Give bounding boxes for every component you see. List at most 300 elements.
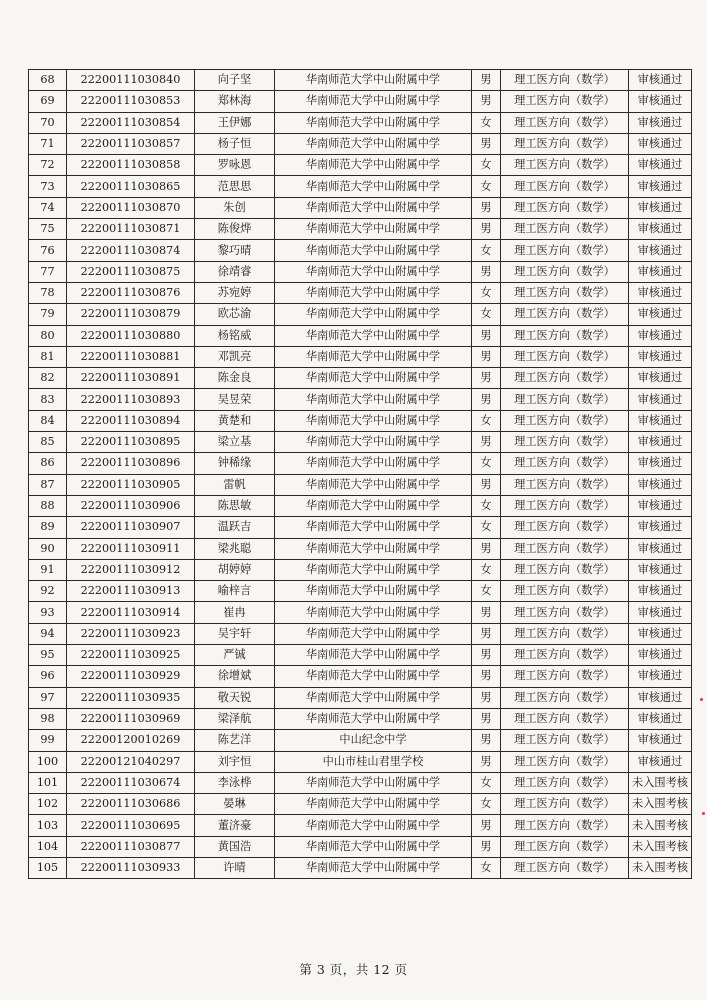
table-row [29,857,692,878]
student-name-cell: 崔冉 [195,602,275,623]
registration-id-cell: 22200111030933 [67,857,195,878]
gender-cell: 男 [472,261,501,282]
review-status-cell: 审核通过 [629,261,692,282]
direction-cell: 理工医方向（数学） [501,815,629,836]
registration-id-cell: 22200111030880 [67,325,195,346]
gender-cell: 男 [472,538,501,559]
gender-cell: 男 [472,730,501,751]
gender-cell: 女 [472,240,501,261]
registration-id-cell: 22200120010269 [67,730,195,751]
direction-cell: 理工医方向（数学） [501,432,629,453]
row-number-cell: 101 [29,772,67,793]
student-name-cell: 吴宇轩 [195,623,275,644]
direction-cell: 理工医方向（数学） [501,410,629,431]
school-cell: 华南师范大学中山附属中学 [275,112,472,133]
school-cell: 华南师范大学中山附属中学 [275,346,472,367]
student-name-cell: 苏宛婷 [195,282,275,303]
table-row [29,112,692,133]
registration-id-cell: 22200111030871 [67,219,195,240]
school-cell: 华南师范大学中山附属中学 [275,538,472,559]
student-name-cell: 徐增斌 [195,666,275,687]
gender-cell: 男 [472,325,501,346]
direction-cell: 理工医方向（数学） [501,751,629,772]
student-name-cell: 梁兆聪 [195,538,275,559]
row-number-cell: 99 [29,730,67,751]
gender-cell: 男 [472,197,501,218]
table-row [29,325,692,346]
direction-cell: 理工医方向（数学） [501,581,629,602]
gender-cell: 男 [472,708,501,729]
gender-cell: 男 [472,751,501,772]
row-number-cell: 85 [29,432,67,453]
review-status-cell: 审核通过 [629,197,692,218]
table-row [29,836,692,857]
registration-id-cell: 22200111030912 [67,559,195,580]
registration-id-cell: 22200111030893 [67,389,195,410]
direction-cell: 理工医方向（数学） [501,517,629,538]
student-name-cell: 陈艺洋 [195,730,275,751]
school-cell: 华南师范大学中山附属中学 [275,857,472,878]
student-name-cell: 邓凯亮 [195,346,275,367]
table-row [29,730,692,751]
review-status-cell: 审核通过 [629,176,692,197]
table-row [29,623,692,644]
review-status-cell: 未入围考核 [629,857,692,878]
school-cell: 华南师范大学中山附属中学 [275,474,472,495]
gender-cell: 女 [472,410,501,431]
gender-cell: 男 [472,389,501,410]
registration-id-cell: 22200111030865 [67,176,195,197]
registration-id-cell: 22200111030879 [67,304,195,325]
table-row [29,495,692,516]
gender-cell: 男 [472,432,501,453]
review-status-cell: 审核通过 [629,559,692,580]
direction-cell: 理工医方向（数学） [501,474,629,495]
row-number-cell: 95 [29,645,67,666]
review-status-cell: 未入围考核 [629,815,692,836]
gender-cell: 女 [472,794,501,815]
row-number-cell: 88 [29,495,67,516]
school-cell: 华南师范大学中山附属中学 [275,708,472,729]
school-cell: 中山市桂山君里学校 [275,751,472,772]
table-row [29,346,692,367]
table-row [29,815,692,836]
table-row [29,581,692,602]
table-row [29,794,692,815]
table-row [29,282,692,303]
row-number-cell: 78 [29,282,67,303]
row-number-cell: 73 [29,176,67,197]
table-row [29,602,692,623]
direction-cell: 理工医方向（数学） [501,176,629,197]
direction-cell: 理工医方向（数学） [501,687,629,708]
row-number-cell: 90 [29,538,67,559]
school-cell: 华南师范大学中山附属中学 [275,687,472,708]
student-name-cell: 梁泽航 [195,708,275,729]
review-status-cell: 审核通过 [629,70,692,91]
table-row [29,176,692,197]
table-row [29,432,692,453]
direction-cell: 理工医方向（数学） [501,730,629,751]
registration-id-cell: 22200111030881 [67,346,195,367]
registration-id-cell: 22200111030870 [67,197,195,218]
direction-cell: 理工医方向（数学） [501,197,629,218]
review-status-cell: 审核通过 [629,91,692,112]
review-status-cell: 审核通过 [629,410,692,431]
student-name-cell: 温跃吉 [195,517,275,538]
gender-cell: 女 [472,304,501,325]
direction-cell: 理工医方向（数学） [501,623,629,644]
registration-id-cell: 22200111030929 [67,666,195,687]
row-number-cell: 89 [29,517,67,538]
school-cell: 华南师范大学中山附属中学 [275,602,472,623]
student-name-cell: 向子坚 [195,70,275,91]
school-cell: 华南师范大学中山附属中学 [275,91,472,112]
gender-cell: 男 [472,623,501,644]
review-status-cell: 审核通过 [629,219,692,240]
table-row [29,368,692,389]
direction-cell: 理工医方向（数学） [501,772,629,793]
review-status-cell: 审核通过 [629,389,692,410]
registration-id-cell: 22200111030895 [67,432,195,453]
review-status-cell: 审核通过 [629,474,692,495]
gender-cell: 男 [472,219,501,240]
table-row [29,474,692,495]
row-number-cell: 80 [29,325,67,346]
review-status-cell: 审核通过 [629,730,692,751]
row-number-cell: 69 [29,91,67,112]
direction-cell: 理工医方向（数学） [501,325,629,346]
student-name-cell: 喻梓言 [195,581,275,602]
table-row [29,708,692,729]
row-number-cell: 81 [29,346,67,367]
school-cell: 华南师范大学中山附属中学 [275,389,472,410]
gender-cell: 男 [472,133,501,154]
row-number-cell: 91 [29,559,67,580]
review-status-cell: 审核通过 [629,538,692,559]
table-row [29,517,692,538]
row-number-cell: 74 [29,197,67,218]
gender-cell: 女 [472,282,501,303]
table-row [29,538,692,559]
row-number-cell: 86 [29,453,67,474]
registration-id-cell: 22200111030891 [67,368,195,389]
row-number-cell: 97 [29,687,67,708]
review-status-cell: 审核通过 [629,432,692,453]
review-status-cell: 审核通过 [629,240,692,261]
row-number-cell: 105 [29,857,67,878]
gender-cell: 男 [472,815,501,836]
school-cell: 华南师范大学中山附属中学 [275,666,472,687]
direction-cell: 理工医方向（数学） [501,155,629,176]
registration-id-cell: 22200111030911 [67,538,195,559]
gender-cell: 男 [472,602,501,623]
registration-id-cell: 22200111030925 [67,645,195,666]
registration-id-cell: 22200111030969 [67,708,195,729]
review-status-cell: 审核通过 [629,623,692,644]
student-name-cell: 严铖 [195,645,275,666]
school-cell: 华南师范大学中山附属中学 [275,197,472,218]
gender-cell: 男 [472,70,501,91]
gender-cell: 男 [472,836,501,857]
registration-id-cell: 22200111030906 [67,495,195,516]
student-name-cell: 黎巧晴 [195,240,275,261]
gender-cell: 男 [472,346,501,367]
student-name-cell: 罗咏恩 [195,155,275,176]
school-cell: 华南师范大学中山附属中学 [275,368,472,389]
student-name-cell: 刘宇恒 [195,751,275,772]
review-status-cell: 审核通过 [629,112,692,133]
student-name-cell: 董济豪 [195,815,275,836]
review-status-cell: 审核通过 [629,708,692,729]
direction-cell: 理工医方向（数学） [501,219,629,240]
registration-id-cell: 22200111030923 [67,623,195,644]
review-status-cell: 审核通过 [629,368,692,389]
student-name-cell: 敬天锐 [195,687,275,708]
student-name-cell: 杨铭威 [195,325,275,346]
registration-id-cell: 22200111030877 [67,836,195,857]
review-status-cell: 审核通过 [629,453,692,474]
registration-id-cell: 22200111030896 [67,453,195,474]
school-cell: 华南师范大学中山附属中学 [275,645,472,666]
student-name-cell: 钟稀缘 [195,453,275,474]
gender-cell: 男 [472,368,501,389]
registration-id-cell: 22200111030894 [67,410,195,431]
direction-cell: 理工医方向（数学） [501,133,629,154]
row-number-cell: 82 [29,368,67,389]
review-status-cell: 审核通过 [629,666,692,687]
student-name-cell: 李泳桦 [195,772,275,793]
table-row [29,304,692,325]
review-status-cell: 审核通过 [629,495,692,516]
row-number-cell: 98 [29,708,67,729]
row-number-cell: 79 [29,304,67,325]
table-row [29,155,692,176]
review-status-cell: 审核通过 [629,282,692,303]
school-cell: 华南师范大学中山附属中学 [275,517,472,538]
direction-cell: 理工医方向（数学） [501,261,629,282]
school-cell: 华南师范大学中山附属中学 [275,432,472,453]
review-status-cell: 审核通过 [629,645,692,666]
review-status-cell: 审核通过 [629,325,692,346]
registration-id-cell: 22200111030686 [67,794,195,815]
gender-cell: 女 [472,453,501,474]
table-row [29,219,692,240]
school-cell: 华南师范大学中山附属中学 [275,581,472,602]
row-number-cell: 83 [29,389,67,410]
review-status-cell: 审核通过 [629,304,692,325]
gender-cell: 男 [472,645,501,666]
school-cell: 华南师范大学中山附属中学 [275,240,472,261]
scan-speck [700,698,703,701]
school-cell: 华南师范大学中山附属中学 [275,304,472,325]
table-row [29,197,692,218]
student-name-cell: 黄楚和 [195,410,275,431]
registration-id-cell: 22200111030674 [67,772,195,793]
student-name-cell: 陈金良 [195,368,275,389]
student-name-cell: 黄国浩 [195,836,275,857]
registration-id-cell: 22200111030854 [67,112,195,133]
row-number-cell: 103 [29,815,67,836]
direction-cell: 理工医方向（数学） [501,389,629,410]
registration-id-cell: 22200111030875 [67,261,195,282]
direction-cell: 理工医方向（数学） [501,70,629,91]
review-status-cell: 审核通过 [629,581,692,602]
school-cell: 华南师范大学中山附属中学 [275,282,472,303]
row-number-cell: 94 [29,623,67,644]
gender-cell: 男 [472,687,501,708]
student-name-cell: 杨子恒 [195,133,275,154]
roster-table-body [29,70,692,879]
school-cell: 华南师范大学中山附属中学 [275,261,472,282]
review-status-cell: 审核通过 [629,602,692,623]
row-number-cell: 68 [29,70,67,91]
school-cell: 华南师范大学中山附属中学 [275,219,472,240]
direction-cell: 理工医方向（数学） [501,836,629,857]
roster-table [28,69,692,879]
registration-id-cell: 22200111030907 [67,517,195,538]
review-status-cell: 未入围考核 [629,772,692,793]
table-row [29,645,692,666]
direction-cell: 理工医方向（数学） [501,304,629,325]
gender-cell: 女 [472,495,501,516]
registration-id-cell: 22200111030874 [67,240,195,261]
gender-cell: 男 [472,91,501,112]
student-name-cell: 晏琳 [195,794,275,815]
row-number-cell: 104 [29,836,67,857]
gender-cell: 女 [472,517,501,538]
direction-cell: 理工医方向（数学） [501,495,629,516]
gender-cell: 男 [472,474,501,495]
review-status-cell: 审核通过 [629,346,692,367]
table-row [29,453,692,474]
registration-id-cell: 22200111030857 [67,133,195,154]
direction-cell: 理工医方向（数学） [501,794,629,815]
registration-id-cell: 22200111030840 [67,70,195,91]
school-cell: 华南师范大学中山附属中学 [275,836,472,857]
table-row [29,666,692,687]
school-cell: 中山纪念中学 [275,730,472,751]
table-row [29,133,692,154]
row-number-cell: 96 [29,666,67,687]
table-row [29,389,692,410]
registration-id-cell: 22200111030914 [67,602,195,623]
row-number-cell: 84 [29,410,67,431]
student-name-cell: 许晴 [195,857,275,878]
direction-cell: 理工医方向（数学） [501,666,629,687]
direction-cell: 理工医方向（数学） [501,645,629,666]
review-status-cell: 未入围考核 [629,794,692,815]
direction-cell: 理工医方向（数学） [501,346,629,367]
registration-id-cell: 22200111030913 [67,581,195,602]
school-cell: 华南师范大学中山附属中学 [275,453,472,474]
direction-cell: 理工医方向（数学） [501,602,629,623]
student-name-cell: 陈思敏 [195,495,275,516]
row-number-cell: 87 [29,474,67,495]
table-row [29,410,692,431]
student-name-cell: 吴昱荣 [195,389,275,410]
review-status-cell: 审核通过 [629,517,692,538]
student-name-cell: 陈俊烨 [195,219,275,240]
review-status-cell: 审核通过 [629,155,692,176]
review-status-cell: 审核通过 [629,687,692,708]
table-row [29,751,692,772]
table-row [29,70,692,91]
gender-cell: 女 [472,559,501,580]
registration-id-cell: 22200111030876 [67,282,195,303]
gender-cell: 女 [472,857,501,878]
school-cell: 华南师范大学中山附属中学 [275,410,472,431]
direction-cell: 理工医方向（数学） [501,282,629,303]
gender-cell: 女 [472,581,501,602]
direction-cell: 理工医方向（数学） [501,91,629,112]
registration-id-cell: 22200111030853 [67,91,195,112]
row-number-cell: 75 [29,219,67,240]
table-row [29,240,692,261]
gender-cell: 女 [472,176,501,197]
row-number-cell: 77 [29,261,67,282]
school-cell: 华南师范大学中山附属中学 [275,70,472,91]
direction-cell: 理工医方向（数学） [501,559,629,580]
gender-cell: 女 [472,155,501,176]
student-name-cell: 欧芯渝 [195,304,275,325]
student-name-cell: 朱创 [195,197,275,218]
school-cell: 华南师范大学中山附属中学 [275,325,472,346]
registration-id-cell: 22200111030858 [67,155,195,176]
registration-id-cell: 22200111030905 [67,474,195,495]
student-name-cell: 梁立基 [195,432,275,453]
direction-cell: 理工医方向（数学） [501,368,629,389]
direction-cell: 理工医方向（数学） [501,857,629,878]
direction-cell: 理工医方向（数学） [501,708,629,729]
student-name-cell: 范思思 [195,176,275,197]
direction-cell: 理工医方向（数学） [501,453,629,474]
table-row [29,772,692,793]
student-name-cell: 王伊娜 [195,112,275,133]
gender-cell: 男 [472,666,501,687]
student-name-cell: 雷帆 [195,474,275,495]
scan-speck [702,812,705,815]
row-number-cell: 93 [29,602,67,623]
direction-cell: 理工医方向（数学） [501,112,629,133]
row-number-cell: 76 [29,240,67,261]
review-status-cell: 审核通过 [629,751,692,772]
school-cell: 华南师范大学中山附属中学 [275,495,472,516]
student-name-cell: 徐靖睿 [195,261,275,282]
school-cell: 华南师范大学中山附属中学 [275,815,472,836]
school-cell: 华南师范大学中山附属中学 [275,559,472,580]
school-cell: 华南师范大学中山附属中学 [275,794,472,815]
page-number-footer: 第 3 页，共 12 页 [299,962,408,977]
row-number-cell: 71 [29,133,67,154]
row-number-cell: 72 [29,155,67,176]
school-cell: 华南师范大学中山附属中学 [275,133,472,154]
student-name-cell: 郑林海 [195,91,275,112]
row-number-cell: 102 [29,794,67,815]
registration-id-cell: 22200111030935 [67,687,195,708]
table-row [29,559,692,580]
review-status-cell: 未入围考核 [629,836,692,857]
review-status-cell: 审核通过 [629,133,692,154]
table-row [29,91,692,112]
school-cell: 华南师范大学中山附属中学 [275,155,472,176]
table-row [29,687,692,708]
row-number-cell: 92 [29,581,67,602]
school-cell: 华南师范大学中山附属中学 [275,772,472,793]
gender-cell: 女 [472,112,501,133]
school-cell: 华南师范大学中山附属中学 [275,623,472,644]
student-name-cell: 胡婷婷 [195,559,275,580]
